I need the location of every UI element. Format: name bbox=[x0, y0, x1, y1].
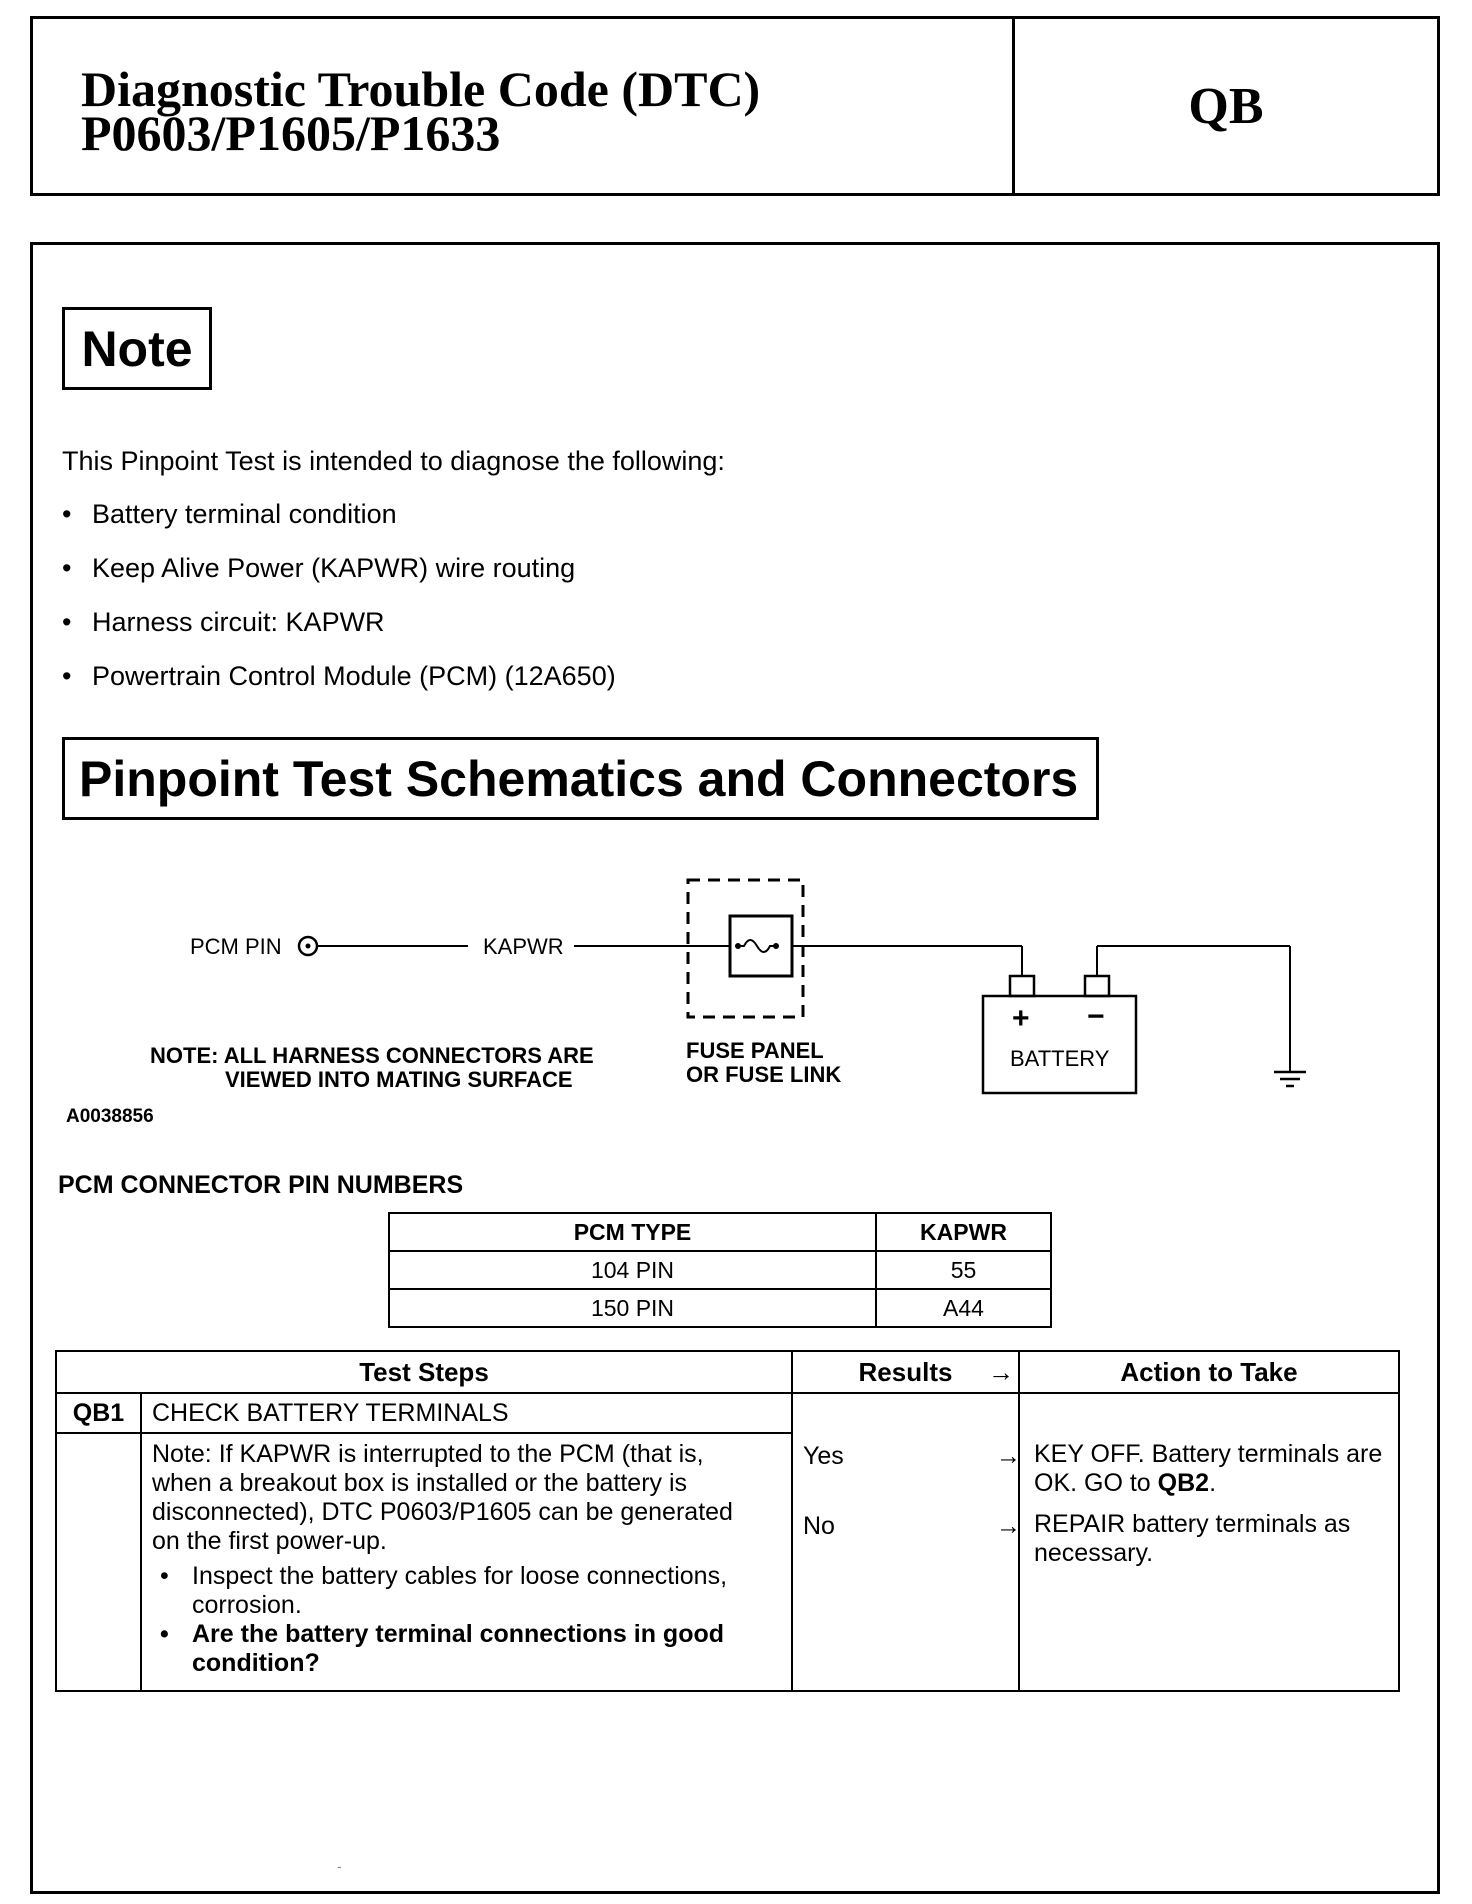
fuse-link-label: OR FUSE LINK bbox=[686, 1062, 842, 1087]
step-note: Note: If KAPWR is interrupted to the PCM (that is, when a breakout box is installed or the battery is disconnected), DTC P0603/P1605 can be generated on the first power-up. bbox=[152, 1440, 733, 1555]
arrow-icon: → bbox=[996, 1442, 1021, 1470]
list-item: • Powertrain Control Module (PCM) (12A650) bbox=[62, 661, 616, 691]
page-header bbox=[30, 16, 1440, 196]
step-body bbox=[141, 1433, 792, 1691]
table-row bbox=[389, 1289, 1051, 1327]
table-cell: A44 bbox=[876, 1289, 1051, 1327]
fuse-panel-label: FUSE PANEL bbox=[686, 1038, 824, 1063]
negative-terminal-icon bbox=[1085, 976, 1109, 996]
table-row bbox=[56, 1393, 1399, 1433]
column-header-action: Action to Take bbox=[1019, 1351, 1399, 1393]
positive-terminal-icon bbox=[1010, 976, 1034, 996]
step-title: CHECK BATTERY TERMINALS bbox=[141, 1393, 792, 1433]
figure-id: A0038856 bbox=[66, 1106, 154, 1127]
action-no: REPAIR battery terminals as necessary. bbox=[1034, 1510, 1351, 1567]
arrow-icon: → bbox=[996, 1512, 1021, 1540]
fuse-element-icon bbox=[738, 940, 776, 952]
positive-sign: + bbox=[1012, 1002, 1030, 1035]
table-cell: 150 PIN bbox=[389, 1289, 876, 1327]
results-cell bbox=[792, 1393, 1019, 1691]
column-header-results: Results → bbox=[792, 1351, 1019, 1393]
table-cell: 55 bbox=[876, 1251, 1051, 1289]
fuse-panel-boundary bbox=[688, 880, 803, 1017]
action-cell bbox=[1019, 1393, 1399, 1691]
list-item: • Keep Alive Power (KAPWR) wire routing bbox=[62, 553, 576, 583]
table-row bbox=[389, 1251, 1051, 1289]
list-item: • Harness circuit: KAPWR bbox=[62, 607, 385, 637]
header-tag-block bbox=[1015, 19, 1437, 193]
stray-mark: - bbox=[337, 1858, 342, 1874]
result-yes: Yes → bbox=[803, 1442, 1021, 1470]
note-list bbox=[62, 497, 616, 713]
table-header-row bbox=[56, 1351, 1399, 1393]
column-header-test-steps: Test Steps bbox=[56, 1351, 792, 1393]
note-intro: This Pinpoint Test is intended to diagnose the following: bbox=[62, 446, 725, 476]
header-title-block bbox=[33, 19, 1015, 193]
section-heading: Pinpoint Test Schematics and Connectors bbox=[62, 737, 1099, 820]
result-no: No → bbox=[803, 1512, 1021, 1540]
header-tag: QB bbox=[1188, 77, 1264, 135]
column-header: KAPWR bbox=[876, 1213, 1051, 1251]
list-item: • Inspect the battery cables for loose connections, corrosion. bbox=[152, 1562, 761, 1620]
header-dtc-codes: P0603/P1605/P1633 bbox=[81, 105, 501, 161]
step-bullets bbox=[152, 1562, 761, 1678]
action-yes: KEY OFF. Battery terminals are OK. GO to QB2. bbox=[1034, 1440, 1383, 1497]
table-header-row bbox=[389, 1213, 1051, 1251]
test-steps-table bbox=[55, 1350, 1400, 1692]
pin-table-heading: PCM CONNECTOR PIN NUMBERS bbox=[58, 1171, 464, 1199]
wiring-schematic bbox=[0, 870, 1472, 1140]
schematic-note-line-1: NOTE: ALL HARNESS CONNECTORS ARE bbox=[150, 1043, 594, 1068]
pin-table bbox=[388, 1212, 1052, 1328]
header-title: Diagnostic Trouble Code (DTC) bbox=[81, 61, 761, 117]
pcm-pin-dot-icon bbox=[306, 944, 311, 949]
step-id-empty bbox=[56, 1433, 141, 1691]
battery-label: BATTERY bbox=[1010, 1046, 1110, 1071]
battery-icon bbox=[983, 996, 1136, 1093]
note-heading: Note bbox=[62, 307, 212, 390]
list-item: • Are the battery terminal connections in good condition? bbox=[152, 1620, 761, 1678]
step-id: QB1 bbox=[56, 1393, 141, 1433]
list-item: • Battery terminal condition bbox=[62, 499, 397, 529]
table-cell: 104 PIN bbox=[389, 1251, 876, 1289]
negative-sign: − bbox=[1087, 1000, 1105, 1033]
pcm-pin-label: PCM PIN bbox=[190, 934, 282, 959]
kapwr-wire-label: KAPWR bbox=[483, 934, 564, 959]
arrow-icon: → bbox=[988, 1356, 1014, 1387]
column-header: PCM TYPE bbox=[389, 1213, 876, 1251]
schematic-note-line-2: VIEWED INTO MATING SURFACE bbox=[225, 1067, 573, 1092]
